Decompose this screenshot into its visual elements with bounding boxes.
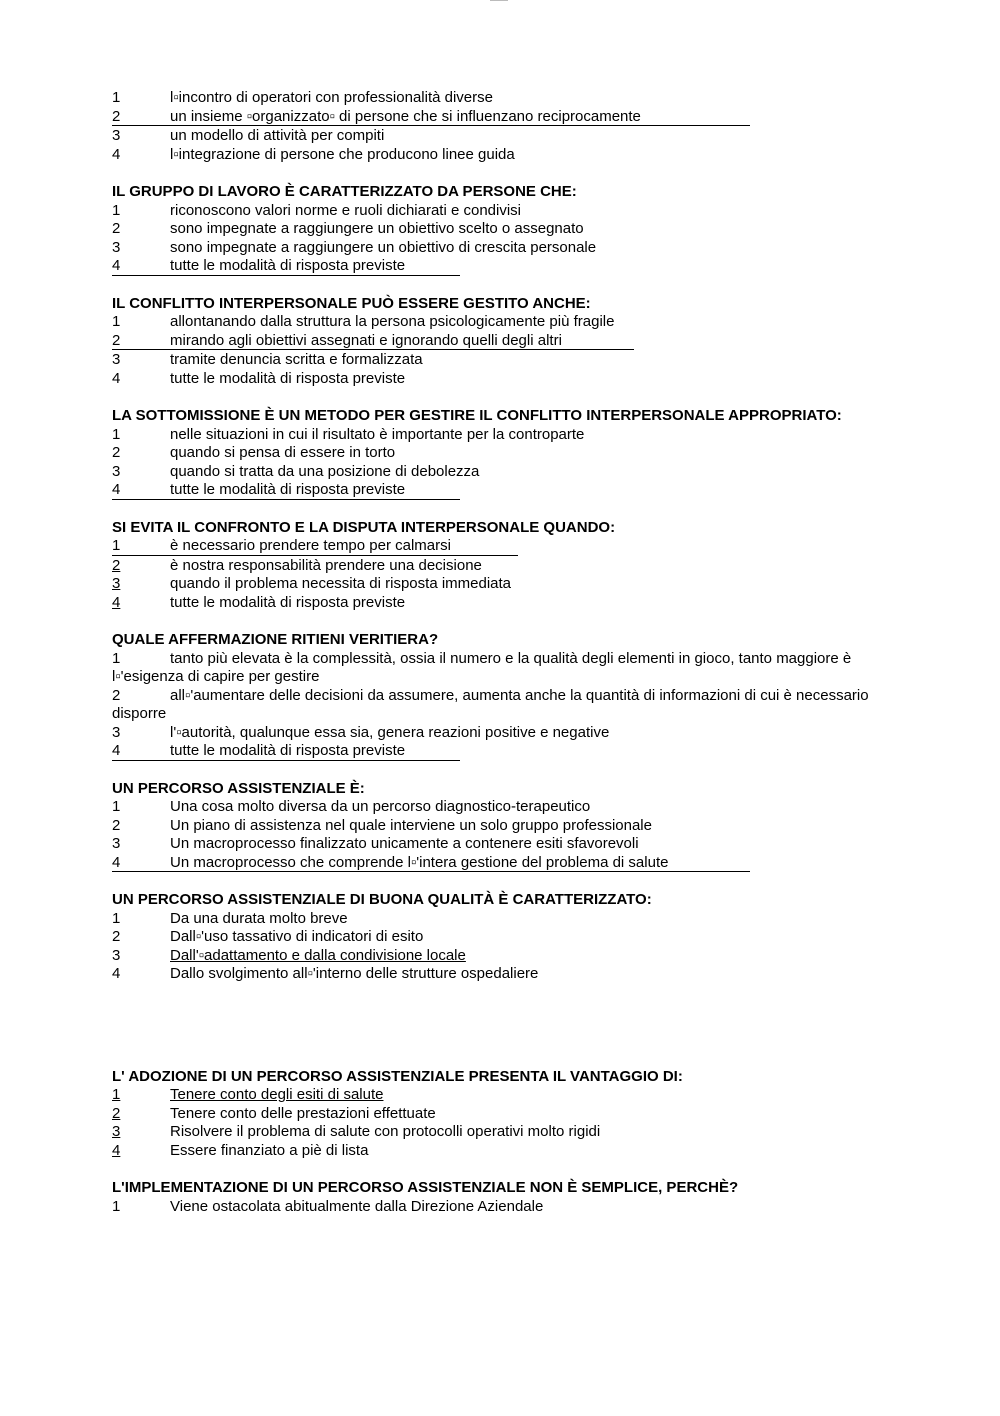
- answer-option: [112, 798, 902, 817]
- question-block: [112, 1179, 902, 1216]
- option-text: tutte le modalità di risposta previste: [170, 593, 406, 611]
- answer-option: [112, 854, 750, 873]
- option-number: 2: [112, 1104, 121, 1122]
- option-number: 1: [112, 313, 121, 330]
- option-text: tutte le modalità di risposta previste: [170, 257, 406, 274]
- question-title: UN PERCORSO ASSISTENZIALE È:: [112, 779, 365, 797]
- answer-option: [112, 89, 902, 108]
- option-text: sono impegnate a raggiungere un obiettivo di crescita personale: [170, 238, 597, 256]
- option-text: quando si tratta da una posizione di debolezza: [170, 462, 480, 480]
- answer-option: [112, 1105, 902, 1124]
- answer-option: [112, 146, 902, 165]
- option-number: 1: [112, 1086, 121, 1103]
- option-number: 2: [112, 331, 121, 349]
- option-text: allontanando dalla struttura la persona psicologicamente più fragile: [170, 313, 615, 330]
- option-number: 3: [112, 835, 121, 852]
- option-number: 1: [112, 89, 121, 106]
- option-text: Da una durata molto breve: [170, 909, 348, 927]
- option-number: 1: [112, 909, 121, 927]
- option-number: 4: [112, 853, 121, 871]
- answer-option: [112, 444, 902, 463]
- option-text: Risolvere il problema di salute con protocolli operativi molto rigidi: [170, 1123, 601, 1140]
- option-text: sono impegnate a raggiungere un obiettivo scelto o assegnato: [170, 220, 584, 237]
- option-number: 2: [112, 928, 121, 945]
- option-text: quando si pensa di essere in torto: [170, 444, 396, 461]
- answer-option: [112, 594, 902, 613]
- answer-option: [112, 910, 902, 929]
- option-text: tramite denuncia scritta e formalizzata: [170, 351, 423, 368]
- question-block: [112, 780, 902, 873]
- option-text: Dall▫'uso tassativo di indicatori di esito: [170, 928, 424, 945]
- option-number: 3: [112, 351, 121, 368]
- option-text: Essere finanziato a piè di lista: [170, 1141, 369, 1159]
- option-number: 4: [112, 593, 121, 611]
- answer-option: [112, 127, 902, 146]
- option-number: 3: [112, 575, 121, 592]
- page-header-mark: [490, 0, 508, 4]
- option-text: riconoscono valori norme e ruoli dichiarati e condivisi: [170, 201, 521, 219]
- option-text: l▫incontro di operatori con professionalità diverse: [170, 89, 493, 106]
- option-text: Dallo svolgimento all▫'interno delle strutture ospedaliere: [170, 965, 539, 982]
- answer-option: [112, 742, 460, 761]
- option-number: 3: [112, 946, 121, 964]
- option-number: 2: [112, 556, 121, 574]
- question-title: L' ADOZIONE DI UN PERCORSO ASSISTENZIALE PRESENTA IL VANTAGGIO DI:: [112, 1067, 683, 1085]
- question-title: IL CONFLITTO INTERPERSONALE PUÒ ESSERE GESTITO ANCHE:: [112, 294, 591, 312]
- answer-option: [112, 313, 902, 332]
- option-text: Tenere conto degli esiti di salute: [170, 1086, 384, 1103]
- option-number: 4: [112, 369, 121, 387]
- option-number: 2: [112, 816, 121, 834]
- option-number: 3: [112, 238, 121, 256]
- answer-option: [112, 947, 902, 966]
- answer-option: [112, 965, 902, 984]
- option-number: 2: [112, 686, 121, 704]
- option-text: Dall'▫adattamento e dalla condivisione locale: [170, 946, 466, 964]
- answer-option: [112, 463, 902, 482]
- option-text: Una cosa molto diversa da un percorso diagnostico-terapeutico: [170, 798, 591, 815]
- question-block: [112, 891, 902, 984]
- option-number: 2: [112, 220, 121, 237]
- answer-option: [112, 835, 902, 854]
- question-block: [112, 519, 902, 613]
- answer-option: [112, 481, 460, 500]
- answer-option: [112, 687, 902, 724]
- option-text: tanto più elevata è la complessità, ossia il numero e la qualità degli elementi in gioco, tanto maggiore è l▫'esigenza di capire per gestire: [112, 649, 852, 685]
- option-text: è nostra responsabilità prendere una decisione: [170, 556, 482, 574]
- option-text: tutte le modalità di risposta previste: [170, 369, 406, 387]
- answer-option: [112, 202, 902, 221]
- option-text: nelle situazioni in cui il risultato è importante per la controparte: [170, 425, 585, 443]
- answer-option: [112, 817, 902, 836]
- question-block: [112, 1068, 902, 1161]
- option-text: Un macroprocesso finalizzato unicamente a contenere esiti sfavorevoli: [170, 835, 639, 852]
- option-number: 4: [112, 481, 121, 498]
- option-number: 4: [112, 257, 121, 274]
- option-text: l'▫autorità, qualunque essa sia, genera reazioni positive e negative: [170, 723, 610, 741]
- question-block: [112, 295, 902, 389]
- option-text: tutte le modalità di risposta previste: [170, 481, 406, 498]
- option-text: è necessario prendere tempo per calmarsi: [170, 537, 451, 554]
- answer-option: [112, 724, 902, 743]
- option-text: Tenere conto delle prestazioni effettuate: [170, 1104, 436, 1122]
- answer-option: [112, 370, 902, 389]
- option-number: 3: [112, 1123, 121, 1140]
- answer-option: [112, 1198, 902, 1217]
- answer-option: [112, 650, 902, 687]
- option-text: Viene ostacolata abitualmente dalla Direzione Aziendale: [170, 1197, 544, 1215]
- answer-option: [112, 1123, 902, 1142]
- option-number: 1: [112, 1197, 121, 1215]
- option-number: 1: [112, 649, 121, 667]
- question-block: [112, 407, 902, 500]
- answer-option: [112, 575, 902, 594]
- answer-option: [112, 557, 902, 576]
- option-number: 1: [112, 537, 121, 554]
- question-block: [112, 183, 902, 276]
- question-block: [112, 631, 902, 761]
- answer-option: [112, 1142, 902, 1161]
- option-number: 4: [112, 742, 121, 759]
- option-number: 3: [112, 127, 121, 144]
- option-text: Un piano di assistenza nel quale interviene un solo gruppo professionale: [170, 816, 652, 834]
- question-title: QUALE AFFERMAZIONE RITIENI VERITIERA?: [112, 631, 439, 648]
- answer-option: [112, 426, 902, 445]
- question-title: SI EVITA IL CONFRONTO E LA DISPUTA INTERPERSONALE QUANDO:: [112, 518, 616, 536]
- option-number: 1: [112, 425, 121, 443]
- option-number: 2: [112, 444, 121, 461]
- option-number: 2: [112, 107, 121, 125]
- question-title: UN PERCORSO ASSISTENZIALE DI BUONA QUALITÀ È CARATTERIZZATO:: [112, 891, 652, 908]
- option-text: all▫'aumentare delle decisioni da assumere, aumenta anche la quantità di informazioni di cui è necessario disporre: [112, 686, 869, 722]
- question-block: [112, 89, 902, 164]
- option-number: 3: [112, 723, 121, 741]
- answer-option: [112, 351, 902, 370]
- answer-option: [112, 332, 634, 351]
- option-text: l▫integrazione di persone che producono linee guida: [170, 145, 515, 163]
- quiz-document: [112, 89, 902, 1235]
- question-title: LA SOTTOMISSIONE È UN METODO PER GESTIRE IL CONFLITTO INTERPERSONALE APPROPRIATO:: [112, 407, 842, 424]
- answer-option: [112, 1086, 902, 1105]
- answer-option: [112, 108, 750, 127]
- option-text: un insieme ▫organizzato▫ di persone che si influenzano reciprocamente: [170, 107, 641, 125]
- option-text: Un macroprocesso che comprende l▫'intera gestione del problema di salute: [170, 853, 669, 871]
- question-title: L'IMPLEMENTAZIONE DI UN PERCORSO ASSISTENZIALE NON È SEMPLICE, PERCHÈ?: [112, 1179, 739, 1196]
- answer-option: [112, 537, 518, 556]
- answer-option: [112, 257, 460, 276]
- option-number: 3: [112, 462, 121, 480]
- option-number: 1: [112, 798, 121, 815]
- option-text: tutte le modalità di risposta previste: [170, 742, 406, 759]
- option-number: 4: [112, 1141, 121, 1159]
- answer-option: [112, 239, 902, 258]
- option-text: un modello di attività per compiti: [170, 127, 385, 144]
- answer-option: [112, 220, 902, 239]
- option-number: 1: [112, 201, 121, 219]
- option-number: 4: [112, 965, 121, 982]
- option-text: quando il problema necessita di risposta immediata: [170, 575, 512, 592]
- answer-option: [112, 928, 902, 947]
- question-title: IL GRUPPO DI LAVORO È CARATTERIZZATO DA PERSONE CHE:: [112, 183, 577, 200]
- option-number: 4: [112, 145, 121, 163]
- option-text: mirando agli obiettivi assegnati e ignorando quelli degli altri: [170, 331, 562, 349]
